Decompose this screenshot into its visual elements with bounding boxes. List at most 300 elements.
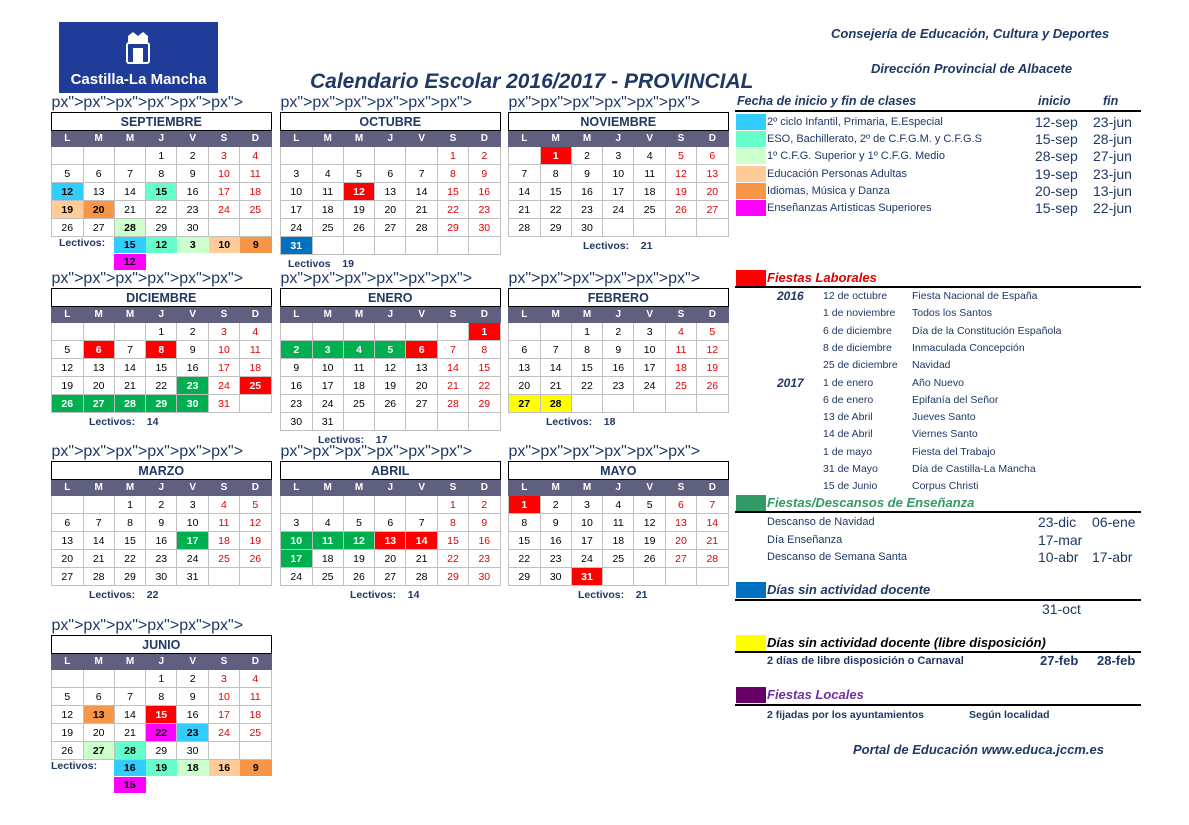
day-cell: 5 — [343, 514, 374, 532]
empty-day — [406, 237, 437, 255]
day-cell: 15 — [114, 532, 145, 550]
day-cell: 4 — [240, 147, 271, 165]
day-cell: 29 — [509, 568, 541, 586]
weekday-header: J — [146, 131, 177, 147]
day-cell: 19 — [634, 532, 665, 550]
day-cell: 18 — [312, 550, 343, 568]
laboral-date: 13 de Abril — [823, 411, 873, 424]
brand-name: Castilla-La Mancha — [70, 71, 207, 88]
day-cell: 2 — [281, 341, 313, 359]
weekday-header: D — [469, 307, 500, 323]
clase-inicio: 20-sep — [1035, 182, 1078, 199]
empty-day — [406, 147, 437, 165]
footer-portal: Portal de Educación www.educa.jccm.es — [853, 742, 1104, 757]
day-cell: 3 — [603, 147, 634, 165]
weekday-header: D — [697, 307, 728, 323]
page-title: Calendario Escolar 2016/2017 - PROVINCIAL — [310, 70, 754, 93]
empty-day — [571, 395, 602, 413]
descanso-label: Descanso de Semana Santa — [767, 551, 908, 563]
crest-icon — [123, 30, 153, 68]
day-cell: 5 — [375, 341, 406, 359]
weekday-header: J — [603, 307, 634, 323]
day-cell: 18 — [240, 359, 271, 377]
day-cell: 11 — [208, 514, 239, 532]
clase-inicio: 28-sep — [1035, 148, 1078, 165]
empty-day — [697, 568, 728, 586]
laboral-date: 6 de diciembre — [823, 324, 892, 337]
weekday-header: L — [52, 654, 84, 670]
clase-label: Educación Personas Adultas — [767, 167, 908, 180]
empty-day — [603, 395, 634, 413]
empty-day — [406, 413, 437, 431]
day-cell: 12 — [634, 514, 665, 532]
empty-day — [240, 395, 271, 413]
month-name: ABRIL — [281, 462, 501, 480]
day-cell: 23 — [603, 377, 634, 395]
empty-day — [52, 147, 84, 165]
day-cell: 11 — [240, 688, 271, 706]
day-cell: 28 — [437, 395, 468, 413]
weekday-header: M — [114, 131, 145, 147]
day-cell: 19 — [375, 377, 406, 395]
month-name: MARZO — [52, 462, 272, 480]
clase-inicio: 12-sep — [1035, 114, 1078, 130]
empty-day — [281, 496, 313, 514]
day-cell: 19 — [665, 183, 696, 201]
empty-day — [375, 413, 406, 431]
day-cell: 14 — [406, 183, 437, 201]
day-cell: 16 — [469, 183, 500, 201]
laboral-name: Año Nuevo — [912, 376, 964, 389]
day-cell: 9 — [469, 165, 500, 183]
clase-swatch — [736, 200, 766, 216]
empty-day — [469, 237, 500, 255]
day-cell: 8 — [437, 165, 468, 183]
day-cell: 7 — [114, 165, 145, 183]
day-cell: 28 — [540, 395, 571, 413]
clase-swatch — [736, 166, 766, 182]
day-cell: 18 — [240, 183, 271, 201]
day-cell: 17 — [208, 359, 239, 377]
weekday-header: L — [52, 131, 84, 147]
empty-day — [208, 568, 239, 586]
day-cell: 30 — [540, 568, 571, 586]
day-cell: 6 — [52, 514, 84, 532]
day-cell: 27 — [375, 219, 406, 237]
laboral-name: Todos los Santos — [912, 307, 992, 320]
clases-title: Fecha de inicio y fin de clases — [737, 94, 917, 108]
laboral-date: 8 de diciembre — [823, 341, 892, 354]
day-cell: 23 — [177, 724, 208, 742]
day-cell: 31 — [177, 568, 208, 586]
day-cell: 24 — [208, 201, 239, 219]
clase-label: Idiomas, Música y Danza — [767, 184, 890, 197]
clase-fin: 28-jun — [1093, 131, 1132, 148]
day-cell: 23 — [281, 395, 313, 413]
lectivos-value: 10 — [209, 237, 241, 253]
day-cell: 14 — [697, 514, 728, 532]
day-cell: 11 — [240, 165, 271, 183]
day-cell: 5 — [52, 165, 84, 183]
weekday-header: D — [240, 307, 271, 323]
weekday-header: V — [634, 480, 665, 496]
day-cell: 25 — [240, 201, 271, 219]
day-cell: 22 — [571, 377, 602, 395]
clase-inicio: 15-sep — [1035, 131, 1078, 148]
laboral-date: 25 de diciembre — [823, 359, 898, 372]
day-cell: 28 — [114, 742, 145, 760]
day-cell: 31 — [571, 568, 602, 586]
day-cell: 20 — [697, 183, 728, 201]
day-cell: 6 — [406, 341, 437, 359]
day-cell: 6 — [697, 147, 728, 165]
day-cell: 17 — [177, 532, 208, 550]
day-cell: 4 — [343, 341, 374, 359]
libre-label: 2 días de libre disposición o Carnaval — [767, 655, 964, 667]
day-cell: 27 — [375, 568, 406, 586]
day-cell: 28 — [114, 395, 145, 413]
empty-day — [52, 670, 84, 688]
day-cell: 8 — [146, 341, 177, 359]
day-cell: 28 — [697, 550, 728, 568]
sin-actividad-title: Días sin actividad docente — [767, 582, 931, 597]
day-cell: 6 — [375, 514, 406, 532]
empty-day — [406, 323, 437, 341]
day-cell: 25 — [312, 219, 343, 237]
day-cell: 3 — [281, 514, 313, 532]
day-cell: 29 — [437, 568, 468, 586]
day-cell: 18 — [343, 377, 374, 395]
day-cell: 13 — [665, 514, 696, 532]
day-cell: 16 — [177, 706, 208, 724]
lectivos-value: 15 — [114, 237, 146, 253]
consejeria: Consejería de Educación, Cultura y Deportes — [831, 26, 1110, 41]
day-cell: 18 — [312, 201, 343, 219]
day-cell: 24 — [571, 550, 602, 568]
day-cell: 8 — [437, 514, 468, 532]
day-cell: 2 — [177, 670, 208, 688]
day-cell: 17 — [312, 377, 343, 395]
day-cell: 23 — [469, 550, 500, 568]
day-cell: 30 — [177, 395, 208, 413]
day-cell: 3 — [571, 496, 602, 514]
day-cell: 30 — [177, 742, 208, 760]
laboral-date: 14 de Abril — [823, 428, 873, 441]
day-cell: 22 — [114, 550, 145, 568]
day-cell: 11 — [312, 532, 343, 550]
day-cell: 15 — [571, 359, 602, 377]
day-cell: 14 — [83, 532, 114, 550]
day-cell: 22 — [469, 377, 500, 395]
day-cell: 10 — [208, 165, 239, 183]
lectivos-values — [114, 237, 272, 253]
laboral-name: Jueves Santo — [912, 411, 976, 424]
empty-day — [603, 568, 634, 586]
day-cell: 21 — [406, 201, 437, 219]
day-cell: 31 — [281, 237, 313, 255]
weekday-header: D — [240, 131, 271, 147]
weekday-header: S — [437, 307, 468, 323]
clase-fin: 27-jun — [1093, 148, 1132, 165]
weekday-header: V — [406, 480, 437, 496]
day-cell: 26 — [343, 219, 374, 237]
day-cell: 14 — [509, 183, 541, 201]
laboral-name: Viernes Santo — [912, 428, 978, 441]
empty-day — [312, 323, 343, 341]
weekday-header: S — [208, 480, 239, 496]
day-cell: 13 — [697, 165, 728, 183]
day-cell: 28 — [83, 568, 114, 586]
weekday-header: J — [146, 480, 177, 496]
weekday-header: J — [146, 307, 177, 323]
lectivos-label: Lectivos: 18 — [546, 416, 616, 428]
lectivos-value: 12 — [146, 237, 178, 253]
day-cell: 5 — [52, 341, 84, 359]
lectivos-value: 15 — [114, 777, 146, 793]
weekday-header: S — [437, 131, 468, 147]
day-cell: 11 — [343, 359, 374, 377]
weekday-header: J — [603, 480, 634, 496]
day-cell: 30 — [469, 568, 500, 586]
day-cell: 19 — [343, 550, 374, 568]
weekday-header: L — [281, 480, 313, 496]
weekday-header: D — [697, 480, 728, 496]
day-cell: 17 — [603, 183, 634, 201]
day-cell: 15 — [509, 532, 541, 550]
weekday-header: D — [469, 131, 500, 147]
weekday-header: M — [343, 131, 374, 147]
day-cell: 2 — [540, 496, 571, 514]
day-cell: 9 — [540, 514, 571, 532]
day-cell: 4 — [603, 496, 634, 514]
weekday-header: V — [177, 654, 208, 670]
day-cell: 23 — [177, 377, 208, 395]
day-cell: 14 — [114, 183, 145, 201]
lectivos-label: Lectivos: — [51, 760, 98, 772]
lectivos-values — [114, 760, 272, 776]
day-cell: 24 — [312, 395, 343, 413]
weekday-header: M — [312, 480, 343, 496]
day-cell: 7 — [406, 165, 437, 183]
day-cell: 30 — [146, 568, 177, 586]
laboral-name: Día de la Constitución Española — [912, 324, 1062, 337]
weekday-header: L — [281, 131, 313, 147]
weekday-header: J — [375, 480, 406, 496]
empty-day — [240, 742, 271, 760]
sin-actividad-swatch — [736, 582, 766, 598]
empty-day — [540, 323, 571, 341]
empty-day — [208, 219, 239, 237]
day-cell: 9 — [177, 341, 208, 359]
day-cell: 12 — [240, 514, 271, 532]
day-cell: 23 — [571, 201, 602, 219]
weekday-header: J — [375, 307, 406, 323]
laboral-date: 1 de enero — [823, 376, 874, 389]
clase-swatch — [736, 131, 766, 147]
empty-day — [52, 323, 84, 341]
lectivos-label: Lectivos: 14 — [89, 416, 159, 428]
day-cell: 24 — [281, 568, 313, 586]
weekday-header: L — [281, 307, 313, 323]
day-cell: 11 — [665, 341, 696, 359]
day-cell: 25 — [240, 377, 271, 395]
empty-day — [406, 496, 437, 514]
day-cell: 5 — [697, 323, 728, 341]
descanso-a: 23-dic — [1038, 514, 1077, 530]
day-cell: 22 — [437, 550, 468, 568]
descansos-swatch — [736, 495, 766, 511]
lectivos-label: Lectivos: — [59, 237, 106, 249]
weekday-header: M — [83, 654, 114, 670]
day-cell: 20 — [375, 550, 406, 568]
weekday-header: M — [343, 480, 374, 496]
day-cell: 17 — [281, 201, 313, 219]
day-cell: 20 — [375, 201, 406, 219]
empty-day — [208, 742, 239, 760]
day-cell: 2 — [469, 496, 500, 514]
day-cell: 20 — [665, 532, 696, 550]
weekday-header: S — [208, 131, 239, 147]
day-cell: 6 — [83, 165, 114, 183]
empty-day — [375, 237, 406, 255]
laboral-name: Inmaculada Concepción — [912, 341, 1025, 354]
empty-day — [281, 323, 313, 341]
day-cell: 27 — [509, 395, 541, 413]
day-cell: 19 — [343, 201, 374, 219]
day-cell: 10 — [208, 688, 239, 706]
day-cell: 21 — [83, 550, 114, 568]
day-cell: 21 — [114, 377, 145, 395]
day-cell: 11 — [312, 183, 343, 201]
weekday-header: M — [83, 307, 114, 323]
day-cell: 31 — [208, 395, 239, 413]
empty-day — [437, 413, 468, 431]
empty-day — [83, 670, 114, 688]
clase-fin: 22-jun — [1093, 200, 1132, 216]
day-cell: 26 — [697, 377, 728, 395]
empty-day — [343, 147, 374, 165]
day-cell: 7 — [114, 688, 145, 706]
empty-day — [603, 219, 634, 237]
weekday-header: M — [571, 307, 602, 323]
day-cell: 26 — [665, 201, 696, 219]
weekday-header: M — [540, 307, 571, 323]
weekday-header: V — [406, 131, 437, 147]
day-cell: 22 — [509, 550, 541, 568]
descanso-b: 06-ene — [1092, 514, 1136, 530]
day-cell: 13 — [509, 359, 541, 377]
day-cell: 22 — [146, 201, 177, 219]
day-cell: 30 — [571, 219, 602, 237]
day-cell: 8 — [540, 165, 571, 183]
day-cell: 28 — [406, 219, 437, 237]
day-cell: 3 — [634, 323, 665, 341]
empty-day — [114, 323, 145, 341]
weekday-header: J — [375, 131, 406, 147]
lectivos-value: 19 — [146, 760, 178, 776]
lectivos-value: 3 — [177, 237, 209, 253]
weekday-header: L — [52, 480, 84, 496]
locales-label: 2 fijadas por los ayuntamientos — [767, 709, 924, 721]
libre-a: 27-feb — [1040, 653, 1079, 668]
empty-day — [240, 219, 271, 237]
day-cell: 23 — [469, 201, 500, 219]
calendar-mayo: px">px">px">px">px">px">MAYO L M M J V S D 1 2 3 4 5 6 7 8 9 10 11 12 13 14 15 16 17 18 19 20 21 22 23 24 25 26 27 28 29 30 31 — [508, 443, 729, 586]
day-cell: 29 — [540, 219, 571, 237]
day-cell: 1 — [509, 496, 541, 514]
day-cell: 14 — [540, 359, 571, 377]
day-cell: 19 — [52, 201, 84, 219]
day-cell: 16 — [571, 183, 602, 201]
day-cell: 7 — [509, 165, 541, 183]
day-cell: 4 — [312, 514, 343, 532]
day-cell: 18 — [240, 706, 271, 724]
day-cell: 8 — [571, 341, 602, 359]
day-cell: 21 — [114, 201, 145, 219]
descanso-a: 10-abr — [1038, 549, 1079, 565]
descanso-b: 17-abr — [1092, 549, 1133, 565]
empty-day — [281, 147, 313, 165]
empty-day — [697, 395, 728, 413]
day-cell: 10 — [281, 532, 313, 550]
laboral-date: 15 de Junio — [823, 480, 878, 493]
day-cell: 30 — [469, 219, 500, 237]
day-cell: 23 — [146, 550, 177, 568]
weekday-header: M — [540, 480, 571, 496]
month-name: MAYO — [509, 462, 729, 480]
lectivos-label: Lectivos: 21 — [578, 589, 648, 601]
day-cell: 1 — [571, 323, 602, 341]
calendar-octubre: px">px">px">px">px">px">OCTUBRE L M M J V S D 1 2 3 4 5 6 7 8 9 10 11 12 13 14 15 16 17 18 19 20 21 22 23 24 25 26 27 28 29 30 31 — [280, 94, 501, 255]
day-cell: 8 — [469, 341, 500, 359]
clase-label: 1º C.F.G. Superior y 1º C.F.G. Medio — [767, 150, 945, 163]
locales-swatch — [736, 687, 766, 703]
weekday-header: M — [312, 131, 343, 147]
month-name: DICIEMBRE — [52, 289, 272, 307]
day-cell: 30 — [281, 413, 313, 431]
day-cell: 25 — [665, 377, 696, 395]
day-cell: 10 — [312, 359, 343, 377]
empty-day — [343, 413, 374, 431]
day-cell: 2 — [177, 147, 208, 165]
weekday-header: J — [603, 131, 634, 147]
clases-col-inicio: inicio — [1038, 94, 1071, 108]
day-cell: 15 — [146, 183, 177, 201]
clase-fin: 13-jun — [1093, 182, 1132, 199]
weekday-header: M — [114, 654, 145, 670]
calendar-abril: px">px">px">px">px">px">ABRIL L M M J V S D 1 2 3 4 5 6 7 8 9 10 11 12 13 14 15 16 17 18 19 20 21 22 23 24 25 26 27 28 29 30 — [280, 443, 501, 586]
empty-day — [52, 496, 84, 514]
day-cell: 30 — [177, 219, 208, 237]
day-cell: 15 — [146, 359, 177, 377]
day-cell: 22 — [437, 201, 468, 219]
day-cell: 15 — [437, 532, 468, 550]
day-cell: 19 — [697, 359, 728, 377]
day-cell: 23 — [177, 201, 208, 219]
day-cell: 19 — [52, 724, 84, 742]
day-cell: 17 — [208, 706, 239, 724]
day-cell: 25 — [240, 724, 271, 742]
calendar-diciembre: px">px">px">px">px">px">DICIEMBRE L M M J V S D 1 2 3 4 5 6 7 8 9 10 11 12 13 14 15 16 17 18 19 20 21 22 23 24 25 26 27 28 29 30 31 — [51, 270, 272, 413]
day-cell: 31 — [312, 413, 343, 431]
day-cell: 24 — [634, 377, 665, 395]
lectivos-value: 16 — [114, 760, 146, 776]
day-cell: 2 — [603, 323, 634, 341]
day-cell: 5 — [343, 165, 374, 183]
day-cell: 24 — [281, 219, 313, 237]
clase-inicio: 15-sep — [1035, 200, 1078, 216]
day-cell: 15 — [437, 183, 468, 201]
